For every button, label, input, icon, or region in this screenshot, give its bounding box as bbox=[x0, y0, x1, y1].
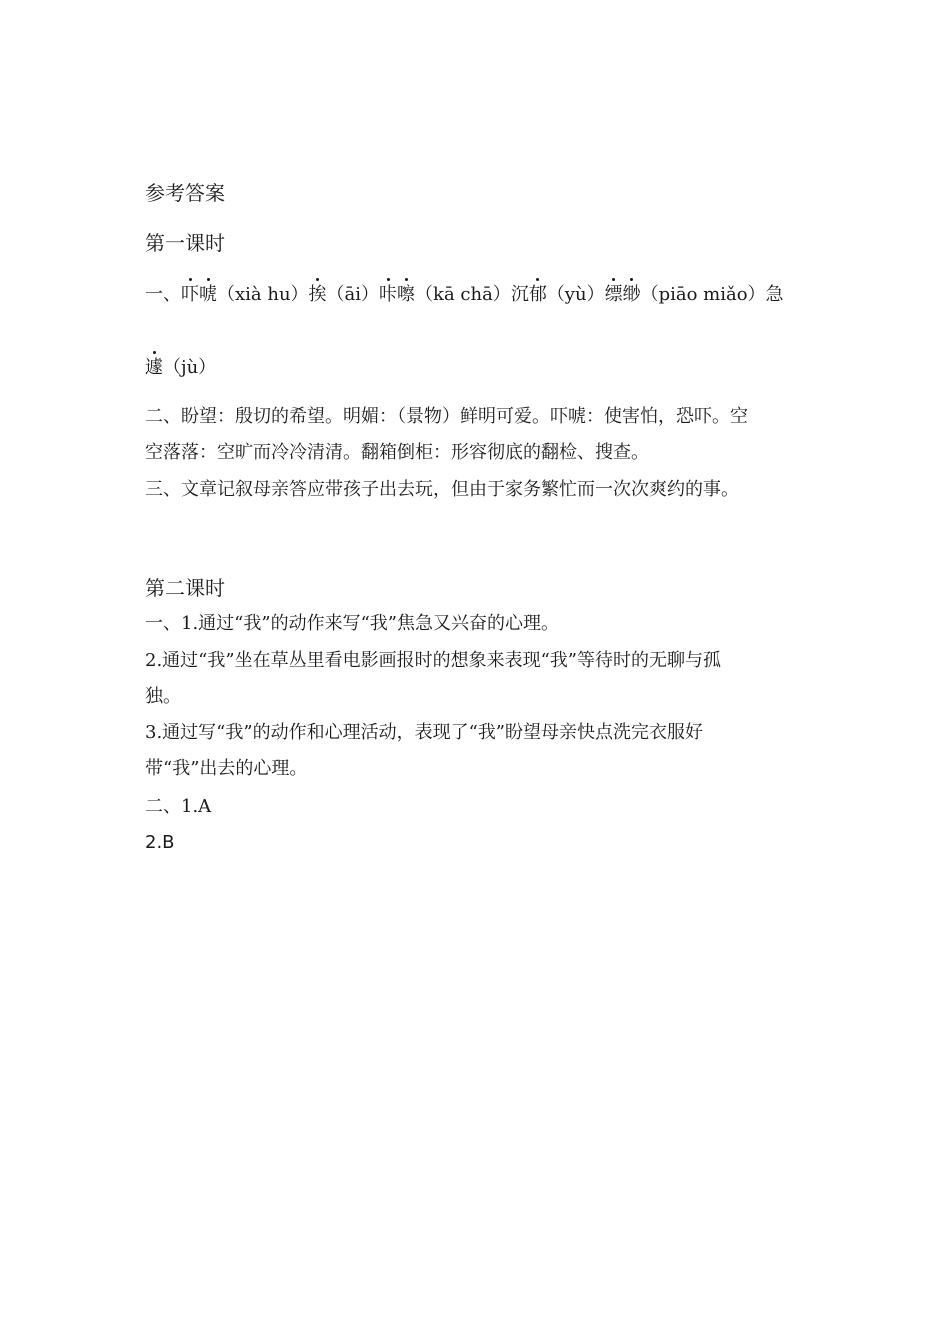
q1-word-chenyu: 沉郁（yù） bbox=[510, 284, 605, 305]
lesson-2-a1-line: 一、1.通过“我”的动作来写“我”焦急又兴奋的心理。 bbox=[145, 613, 559, 634]
lesson-2-a2-line-2: 独。 bbox=[145, 686, 181, 707]
lesson-1-q1-line bbox=[145, 283, 784, 307]
lesson-1-q1-wrap-line bbox=[145, 356, 216, 380]
lesson-1-q2-line-2: 空落落：空旷而冷冷清清。翻箱倒柜：形容彻底的翻检、搜查。 bbox=[145, 442, 649, 463]
lesson-2-heading: 第二课时 bbox=[145, 576, 225, 600]
q1-word-ju: 遽 bbox=[145, 357, 163, 378]
lesson-2-b1-line: 二、1.A bbox=[145, 796, 212, 817]
q1-word-kacha: 咔嚓（kā chā） bbox=[379, 284, 511, 305]
q1-word-xiahu: 吓唬（xià hu） bbox=[181, 284, 309, 305]
lesson-2-a3-line-2: 带“我”出去的心理。 bbox=[145, 758, 308, 779]
q1-word-ai: 挨（āi） bbox=[308, 284, 380, 305]
lesson-1-q3-line: 三、文章记叙母亲答应带孩子出去玩，但由于家务繁忙而一次次爽约的事。 bbox=[145, 479, 739, 500]
q1-word-piaomiao: 缥缈（piāo miǎo） bbox=[604, 284, 766, 305]
lesson-1-heading: 第一课时 bbox=[145, 231, 225, 255]
lesson-1-q2-line-1: 二、盼望：殷切的希望。明媚：（景物）鲜明可爱。吓唬：使害怕，恐吓。空 bbox=[145, 406, 748, 427]
page-title: 参考答案 bbox=[145, 181, 225, 205]
q1-word-ji: 急 bbox=[765, 284, 784, 305]
q1-word-ju-pinyin: （jù） bbox=[163, 357, 217, 378]
lesson-2-b2-line: 2.B bbox=[145, 832, 175, 853]
lesson-2-a3-line-1: 3.通过写“我”的动作和心理活动，表现了“我”盼望母亲快点洗完衣服好 bbox=[145, 722, 703, 743]
q1-prefix: 一、 bbox=[145, 284, 181, 305]
lesson-2-a2-line-1: 2.通过“我”坐在草丛里看电影画报时的想象来表现“我”等待时的无聊与孤 bbox=[145, 650, 721, 671]
